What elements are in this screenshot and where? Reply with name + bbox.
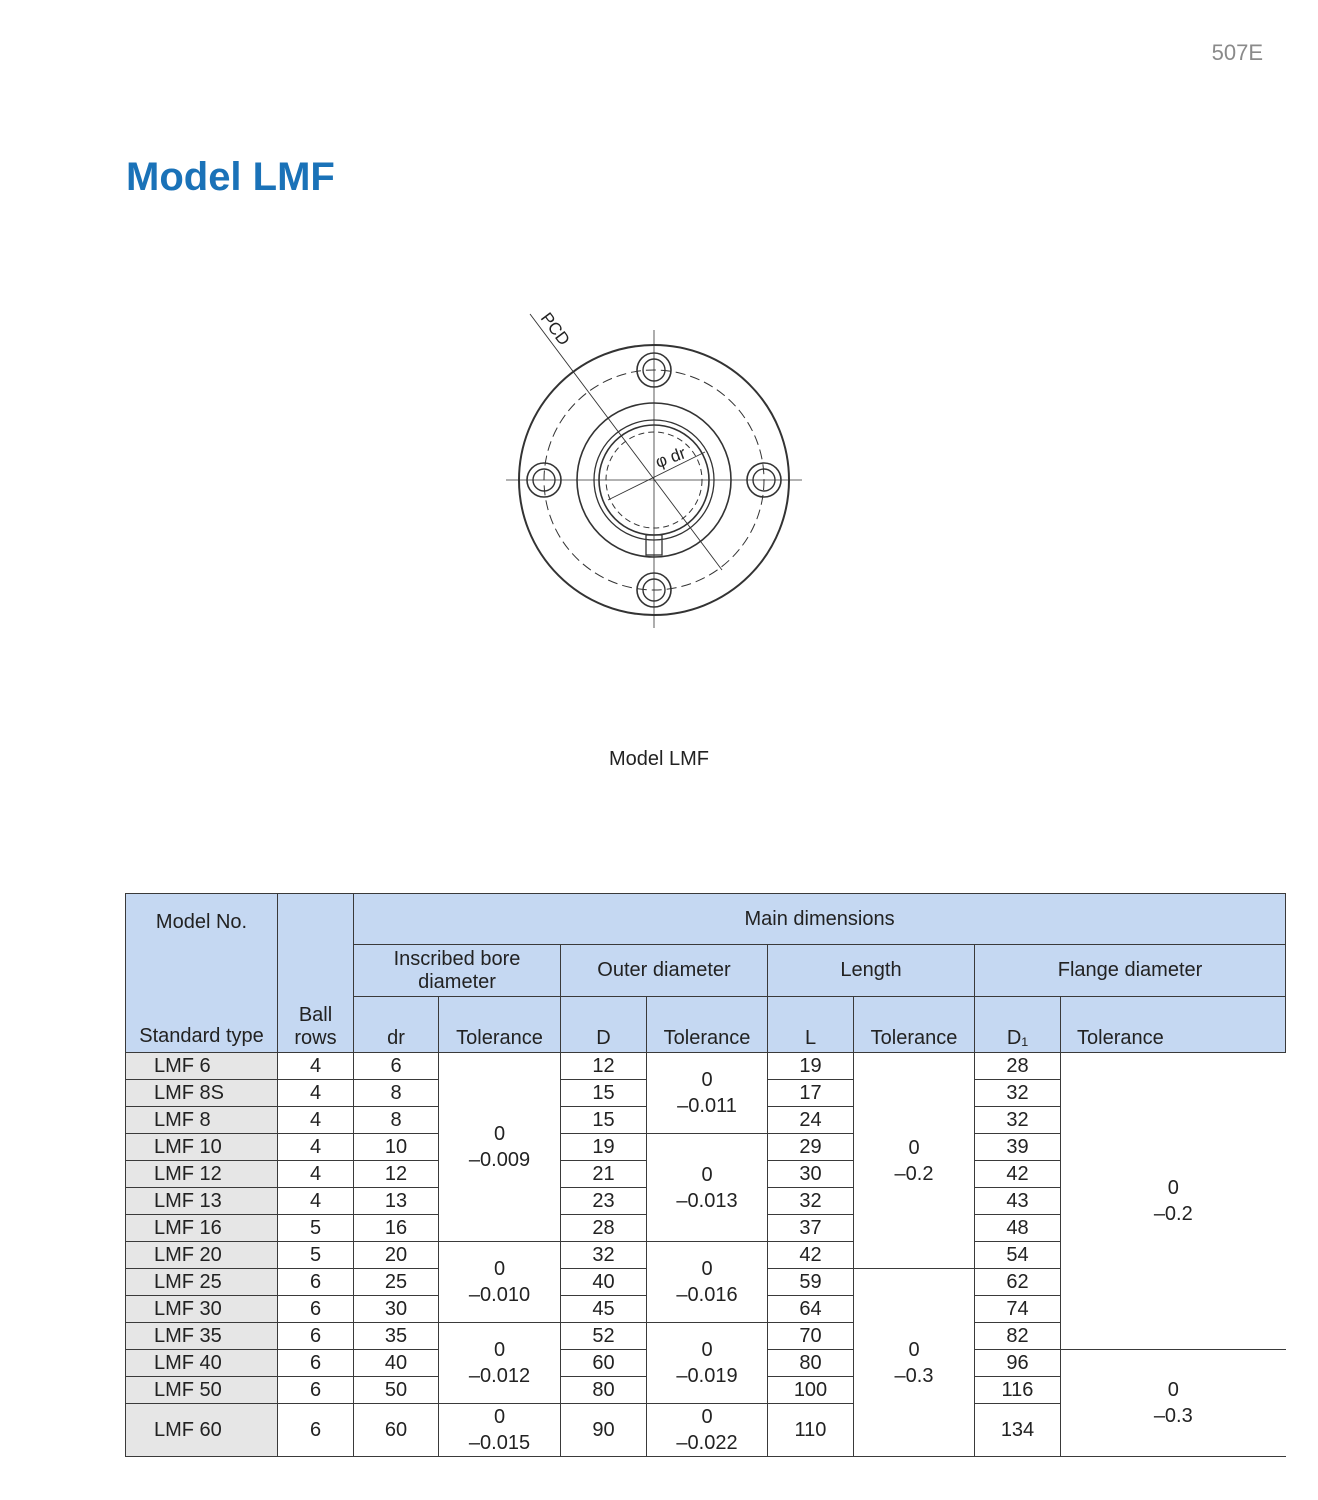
ball-rows-cell: 6 xyxy=(278,1350,354,1377)
dr-cell: 40 xyxy=(354,1350,439,1377)
D-tolerance-cell: 0 –0.019 xyxy=(647,1323,768,1404)
D-header: D xyxy=(561,997,647,1053)
model-no-label: Model No. xyxy=(155,910,248,933)
model-cell: LMF 30 xyxy=(126,1296,278,1323)
dr-cell: 6 xyxy=(354,1053,439,1080)
ball-rows-cell: 4 xyxy=(278,1161,354,1188)
L-cell: 17 xyxy=(768,1080,854,1107)
ball-rows-cell: 4 xyxy=(278,1188,354,1215)
flange-bushing-drawing xyxy=(500,300,820,640)
D1-cell: 134 xyxy=(975,1404,1061,1457)
D-tolerance-header: Tolerance xyxy=(647,997,768,1053)
D-cell: 32 xyxy=(561,1242,647,1269)
model-cell: LMF 16 xyxy=(126,1215,278,1242)
page-title: Model LMF xyxy=(126,155,335,199)
L-cell: 42 xyxy=(768,1242,854,1269)
L-cell: 30 xyxy=(768,1161,854,1188)
L-cell: 24 xyxy=(768,1107,854,1134)
ball-rows-cell: 4 xyxy=(278,1107,354,1134)
figure-caption: Model LMF xyxy=(608,748,710,770)
D1-cell: 74 xyxy=(975,1296,1061,1323)
D-tolerance-cell: 0 –0.011 xyxy=(647,1053,768,1134)
table-row xyxy=(126,1053,1286,1080)
dr-cell: 50 xyxy=(354,1377,439,1404)
D1-cell: 32 xyxy=(975,1107,1061,1134)
dr-cell: 20 xyxy=(354,1242,439,1269)
L-cell: 100 xyxy=(768,1377,854,1404)
D1-tolerance-header: Tolerance xyxy=(1061,997,1286,1053)
outer-diameter-header: Outer diameter xyxy=(561,945,768,997)
D1-header: D₁ xyxy=(975,997,1061,1053)
D1-cell: 43 xyxy=(975,1188,1061,1215)
D1-cell: 48 xyxy=(975,1215,1061,1242)
model-cell: LMF 6 xyxy=(126,1053,278,1080)
ball-rows-cell: 5 xyxy=(278,1242,354,1269)
model-no-header xyxy=(126,894,278,1053)
dr-cell: 13 xyxy=(354,1188,439,1215)
D1-tolerance-cell: 0 –0.2 xyxy=(1061,1053,1286,1350)
L-tolerance-header: Tolerance xyxy=(854,997,975,1053)
D1-tolerance-cell: 0 –0.3 xyxy=(1061,1350,1286,1457)
D-cell: 15 xyxy=(561,1107,647,1134)
L-header: L xyxy=(768,997,854,1053)
L-cell: 70 xyxy=(768,1323,854,1350)
model-cell: LMF 25 xyxy=(126,1269,278,1296)
dr-tolerance-cell: 0 –0.009 xyxy=(439,1053,561,1242)
flange-diameter-header: Flange diameter xyxy=(975,945,1286,997)
ball-rows-cell: 4 xyxy=(278,1080,354,1107)
bore-label: φ dr xyxy=(652,443,689,472)
model-cell: LMF 12 xyxy=(126,1161,278,1188)
dr-tolerance-cell: 0 –0.010 xyxy=(439,1242,561,1323)
model-cell: LMF 35 xyxy=(126,1323,278,1350)
D1-cell: 82 xyxy=(975,1323,1061,1350)
L-tolerance-cell: 0 –0.2 xyxy=(854,1053,975,1269)
D1-cell: 96 xyxy=(975,1350,1061,1377)
D-cell: 80 xyxy=(561,1377,647,1404)
L-cell: 59 xyxy=(768,1269,854,1296)
D-cell: 45 xyxy=(561,1296,647,1323)
dr-tolerance-cell: 0 –0.012 xyxy=(439,1323,561,1404)
L-cell: 29 xyxy=(768,1134,854,1161)
model-cell: LMF 50 xyxy=(126,1377,278,1404)
D1-cell: 62 xyxy=(975,1269,1061,1296)
D-tolerance-cell: 0 –0.013 xyxy=(647,1134,768,1242)
dr-tolerance-cell: 0 –0.015 xyxy=(439,1404,561,1457)
dr-cell: 8 xyxy=(354,1107,439,1134)
dr-cell: 30 xyxy=(354,1296,439,1323)
ball-rows-cell: 6 xyxy=(278,1323,354,1350)
dr-cell: 60 xyxy=(354,1404,439,1457)
D1-cell: 28 xyxy=(975,1053,1061,1080)
ball-rows-cell: 6 xyxy=(278,1404,354,1457)
model-cell: LMF 40 xyxy=(126,1350,278,1377)
D-cell: 23 xyxy=(561,1188,647,1215)
L-tolerance-cell: 0 –0.3 xyxy=(854,1269,975,1457)
dr-tolerance-header: Tolerance xyxy=(439,997,561,1053)
D-cell: 90 xyxy=(561,1404,647,1457)
L-cell: 110 xyxy=(768,1404,854,1457)
ball-rows-cell: 5 xyxy=(278,1215,354,1242)
dr-cell: 8 xyxy=(354,1080,439,1107)
D1-cell: 32 xyxy=(975,1080,1061,1107)
D-cell: 15 xyxy=(561,1080,647,1107)
D-cell: 21 xyxy=(561,1161,647,1188)
D1-cell: 54 xyxy=(975,1242,1061,1269)
D-cell: 28 xyxy=(561,1215,647,1242)
model-cell: LMF 10 xyxy=(126,1134,278,1161)
L-cell: 64 xyxy=(768,1296,854,1323)
D-cell: 52 xyxy=(561,1323,647,1350)
D1-cell: 42 xyxy=(975,1161,1061,1188)
L-cell: 37 xyxy=(768,1215,854,1242)
L-cell: 32 xyxy=(768,1188,854,1215)
dr-cell: 12 xyxy=(354,1161,439,1188)
D-tolerance-cell: 0 –0.016 xyxy=(647,1242,768,1323)
dr-cell: 16 xyxy=(354,1215,439,1242)
dimensions-table xyxy=(125,893,1286,1457)
D-cell: 60 xyxy=(561,1350,647,1377)
ball-rows-cell: 6 xyxy=(278,1296,354,1323)
model-cell: LMF 60 xyxy=(126,1404,278,1457)
length-header: Length xyxy=(768,945,975,997)
model-cell: LMF 20 xyxy=(126,1242,278,1269)
ball-rows-cell: 6 xyxy=(278,1269,354,1296)
L-cell: 19 xyxy=(768,1053,854,1080)
ball-rows-cell: 4 xyxy=(278,1053,354,1080)
page-number: 507E xyxy=(1211,40,1263,65)
main-dimensions-header: Main dimensions xyxy=(354,894,1286,945)
D-cell: 19 xyxy=(561,1134,647,1161)
dr-cell: 25 xyxy=(354,1269,439,1296)
standard-type-label: Standard type xyxy=(139,1024,264,1047)
model-cell: LMF 13 xyxy=(126,1188,278,1215)
model-cell: LMF 8S xyxy=(126,1080,278,1107)
D-tolerance-cell: 0 –0.022 xyxy=(647,1404,768,1457)
D1-cell: 116 xyxy=(975,1377,1061,1404)
dr-cell: 10 xyxy=(354,1134,439,1161)
ball-rows-cell: 4 xyxy=(278,1134,354,1161)
model-cell: LMF 8 xyxy=(126,1107,278,1134)
ball-rows-cell: 6 xyxy=(278,1377,354,1404)
dr-header: dr xyxy=(354,997,439,1053)
inscribed-bore-header: Inscribed bore diameter xyxy=(354,945,561,997)
D1-cell: 39 xyxy=(975,1134,1061,1161)
D-cell: 40 xyxy=(561,1269,647,1296)
L-cell: 80 xyxy=(768,1350,854,1377)
D-cell: 12 xyxy=(561,1053,647,1080)
pcd-label: PCD xyxy=(536,308,574,350)
dr-cell: 35 xyxy=(354,1323,439,1350)
ball-rows-header: Ball rows xyxy=(278,894,354,1053)
